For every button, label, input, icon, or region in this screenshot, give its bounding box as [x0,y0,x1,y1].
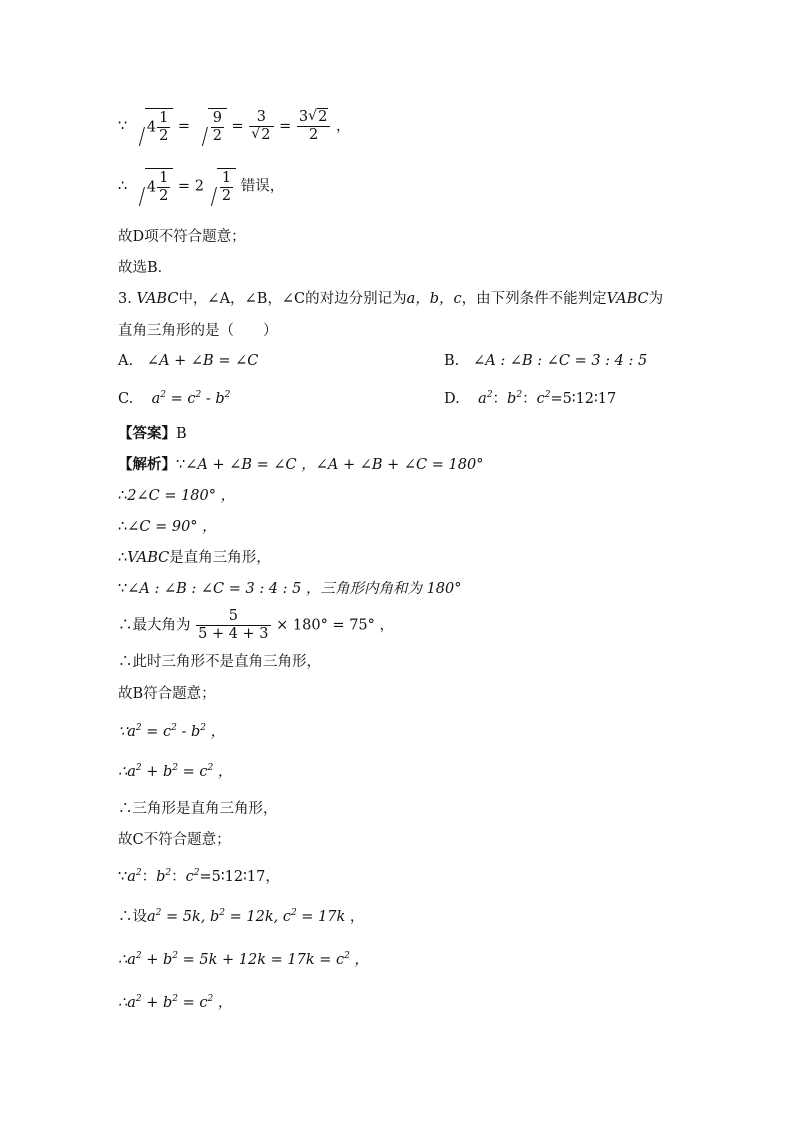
analysis-line1 [118,455,483,475]
comma: ， [335,118,351,135]
radical-frac: $\frac{9}{2}$ [197,108,227,145]
option-body: ∠A : ∠B : ∠C = 3 : 4 : 5 [473,353,648,369]
q3-text: ，由下列条件不能判定 [461,291,607,307]
q3-text: 中，∠A，∠B，∠C的对边分别记为 [178,291,407,307]
frac-num: 5 [196,608,270,626]
analysis-text: 三角形是直角三角形， [132,801,278,817]
ratio: =5∶12∶17 [550,391,617,407]
analysis-line11 [118,799,278,819]
therefore-symbol: ∴ [118,617,133,634]
analysis-text: 2∠C = 180° ， [127,488,236,504]
q3-line1 [118,289,663,309]
therefore-symbol: ∴ [118,654,133,670]
analysis-line12: 故C不符合题意； [118,832,231,848]
option-body: ∠A + ∠B = ∠C [146,353,259,369]
frac-den: 5 + 4 + 3 [198,626,269,642]
line-sqrt-identity [118,108,350,145]
q3-text: 为 [648,291,664,307]
option-a [118,351,258,371]
analysis-text: ∠A + ∠B = ∠C ，∠A + ∠B + ∠C = 180° [185,457,484,473]
analysis-line5 [118,579,462,599]
equals: = [279,118,292,135]
analysis-line6 [118,608,394,643]
triangle-symbol: VABC [127,550,170,566]
answer-line [118,424,187,444]
therefore-symbol: ∴ [118,519,128,535]
option-b [444,351,647,371]
therefore-symbol: ∴ [118,764,128,780]
analysis-text: 此时三角形不是直角三角形， [132,654,321,670]
therefore-symbol: ∴ [118,550,128,566]
therefore-symbol: ∴ [118,952,128,968]
fraction-largest-angle [196,608,270,643]
analysis-line4 [118,548,271,568]
because-symbol: ∵ [118,869,128,885]
option-label: A. [118,353,134,369]
equals: = [177,178,191,195]
line-d-not-fit: 故D项不符合题意； [118,229,246,245]
option-d: D. $a^2$：$b^2$：$c^2=5∶12∶17$ [444,390,617,407]
because-symbol: ∵ [176,457,186,473]
analysis-text: 设 [132,909,147,925]
triangle-symbol: VABC [136,291,179,307]
colon: ： [171,869,186,885]
line-choose-b: 故选B． [118,260,173,276]
analysis-line2 [118,486,235,506]
therefore-symbol: ∴ [118,488,128,504]
option-label: C. [118,391,134,407]
because-symbol: ∵ [118,118,128,135]
radical-mixed: 4 $\frac{1}{2}$ [134,108,173,145]
analysis-label: 【解析】 [118,456,176,473]
equals: = [177,118,191,135]
analysis-text: × 180° = 75° ， [276,617,395,634]
frac-3sqrt2-over-2: $\frac{3√ 2}{2}$ [297,109,330,144]
analysis-line10: $\therefore a^2 + b^2 = c^2$ ， [118,763,233,780]
because-symbol: ∵ [118,581,128,597]
radical-mixed: 4 $\frac{1}{2}$ [134,168,173,205]
analysis-line16: $\therefore a^2 + b^2 = c^2$ ， [118,994,233,1011]
therefore-symbol: ∴ [118,178,128,195]
radical-half: $\frac{1}{2}$ [206,168,236,205]
colon: ： [522,391,537,407]
analysis-line9: $\because a^2 = c^2 - b^2$ ， [118,723,226,740]
answer-value: B [176,426,187,442]
option-label: D. [444,391,460,407]
therefore-symbol: ∴ [118,995,128,1011]
analysis-text: ∠A : ∠B : ∠C = 3 : 4 : 5 ，三角形内角和为 180° [127,581,462,597]
analysis-line15: $\therefore a^2 + b^2 = 5k + 12k = 17k = c^2$ ， [118,951,369,968]
analysis-line8: 故B符合题意； [118,686,216,702]
option-label: B. [444,353,460,369]
q3-vars: a，b，c [406,291,462,307]
therefore-symbol: ∴ [118,801,133,817]
q3-line2: 直角三角形的是（ ） [118,323,278,339]
analysis-line3 [118,517,217,537]
analysis-line7 [118,652,321,672]
analysis-text: ∠C = 90° ， [127,519,217,535]
line-sqrt-wrong: ∴ 4 $\frac{1}{2}$ = 2 $\frac{1}{2}$ 错误， [118,170,285,204]
wrong-label: 错误， [240,178,285,195]
colon: ： [141,869,157,885]
therefore-symbol: ∴ [118,909,133,925]
frac-3-over-sqrt2: 3 √ 2 [249,109,273,144]
analysis-line14: ∴设$a^2 = 5k$, $b^2 = 12k$, $c^2 = 17k$ ， [118,908,365,925]
analysis-line13: $\because a^2$：$b^2$：$c^2=5∶12∶17$， [118,868,280,885]
because-symbol: ∵ [118,724,128,740]
question-number: 3. [118,291,132,307]
answer-label: 【答案】 [118,425,176,442]
option-c: C. $a^2 = c^2 - b^2$ [118,390,231,407]
equals: = [231,118,244,135]
analysis-text: 是直角三角形， [169,550,271,566]
triangle-symbol: VABC [606,291,649,307]
analysis-text: 最大角为 [132,617,191,634]
colon: ： [492,391,508,407]
ratio: =5∶12∶17 [199,869,266,885]
